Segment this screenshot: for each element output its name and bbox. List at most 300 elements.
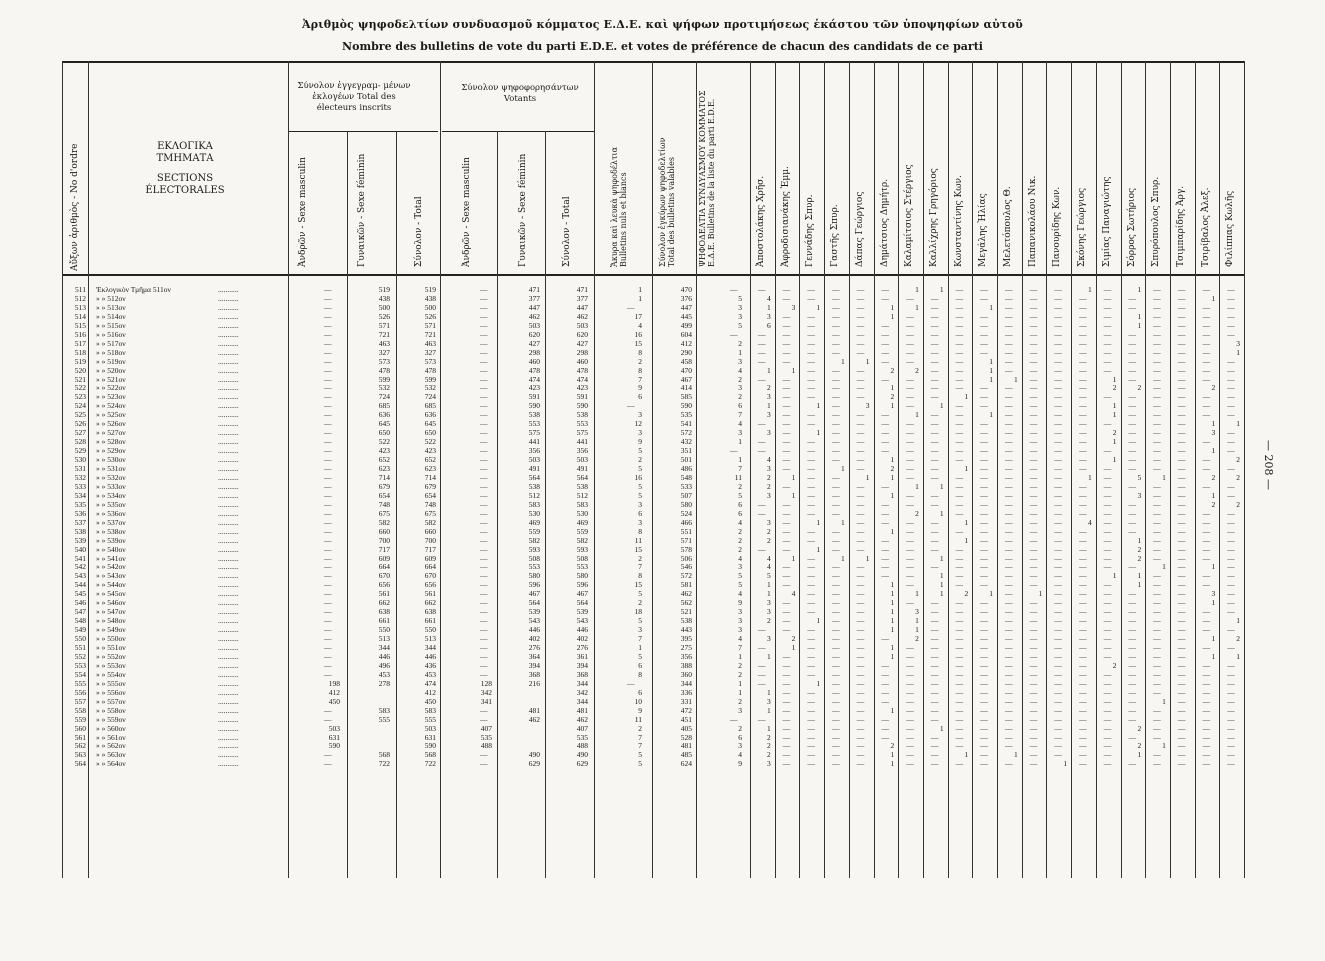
cell-vot-female: 539 (528, 607, 540, 617)
cell-candidate-dash: — (1227, 320, 1235, 330)
cell-candidate: 2 (1137, 544, 1142, 554)
cell-candidate-dash: — (881, 437, 889, 447)
cell-candidate-dash: — (1177, 526, 1186, 536)
cell-candidate-dash: — (930, 705, 939, 715)
cell-candidate-dash: — (930, 311, 939, 321)
cell-vot-male-dash: — (480, 356, 488, 366)
cell-candidate-dash: — (1177, 714, 1186, 724)
cell-candidate-dash: — (1054, 607, 1062, 617)
row-section: » » 549ον (96, 625, 126, 635)
cell-candidate-dash: — (1054, 338, 1062, 348)
row-leader: ........... (218, 660, 239, 670)
cell-candidate: 1 (766, 589, 771, 599)
cell-candidate-dash: — (1054, 517, 1062, 527)
cell-candidate-dash: — (955, 419, 964, 429)
cell-candidate-dash: — (1005, 651, 1013, 661)
cell-candidate: 2 (915, 634, 919, 644)
row-leader: ........... (218, 553, 239, 563)
cell-candidate-dash: — (881, 481, 889, 491)
cell-candidate-dash: — (980, 759, 988, 769)
cell-vot-male-dash: — (480, 374, 488, 384)
vertical-rule (874, 61, 875, 878)
cell-candidate-dash: — (980, 285, 988, 294)
cell-candidate-dash: — (1005, 598, 1013, 608)
cell-candidate: 1 (841, 517, 845, 527)
cell-candidate-dash: — (1054, 705, 1062, 715)
cell-candidate: 2 (766, 732, 771, 742)
cell-candidate-dash: — (1202, 517, 1211, 527)
cell-candidate: 1 (939, 508, 944, 518)
cell-candidate-dash: — (1103, 499, 1112, 509)
cell-candidate-dash: — (1079, 732, 1087, 742)
cell-vot-female: 512 (528, 490, 540, 500)
cell-vot-male: 128 (480, 678, 492, 688)
cell-candidate-dash: — (1005, 508, 1013, 518)
cell-ins-male-dash: — (324, 517, 332, 527)
cell-ins-total: 675 (424, 508, 436, 518)
cell-ins-female: 555 (378, 714, 390, 724)
cell-candidate-dash: — (1029, 419, 1038, 429)
cell-candidate: 2 (1211, 499, 1216, 509)
cell-vot-female: 364 (528, 651, 540, 661)
cell-candidate-dash: — (930, 517, 939, 527)
cell-vot-total: 402 (576, 634, 588, 644)
row-number: 543 (74, 571, 86, 581)
cell-null-blank: 3 (638, 625, 642, 635)
col-header-candidate: Μεγάλης Ἠλίας (978, 193, 989, 267)
cell-vot-total: 564 (576, 598, 588, 608)
cell-candidate-dash: — (758, 660, 766, 670)
cell-candidate-dash: — (980, 481, 988, 491)
cell-ins-male-dash: — (324, 750, 332, 760)
cell-candidate-dash: — (807, 714, 815, 724)
group-header-votants: Σύνολον ψηφοφορησάντων Votants (461, 83, 579, 104)
cell-candidate-dash: — (856, 419, 865, 429)
cell-candidate: 1 (915, 625, 919, 635)
cell-candidate-dash: — (1029, 526, 1038, 536)
cell-vot-male-dash: — (480, 481, 488, 491)
cell-candidate-dash: — (980, 472, 988, 482)
row-leader: ........... (218, 311, 239, 321)
cell-candidate-dash: — (1128, 634, 1136, 644)
cell-candidate-dash: — (832, 508, 840, 518)
cell-candidate-dash: — (1103, 329, 1112, 339)
cell-candidate-dash: — (906, 338, 914, 348)
cell-candidate-dash: — (1103, 544, 1112, 554)
cell-candidate-dash: — (1227, 517, 1235, 527)
cell-null-blank: 16 (634, 472, 642, 482)
cell-candidate-dash: — (1177, 562, 1186, 572)
cell-candidate-dash: — (1202, 526, 1211, 536)
cell-candidate-dash: — (955, 311, 964, 321)
cell-party: 3 (738, 356, 742, 366)
cell-candidate-dash: — (1079, 302, 1087, 312)
cell-candidate-dash: — (1153, 293, 1161, 303)
cell-candidate-dash: — (807, 562, 815, 572)
cell-candidate-dash: — (1177, 589, 1186, 599)
cell-candidate-dash: — (881, 508, 889, 518)
cell-candidate-dash: — (980, 607, 988, 617)
cell-vot-female: 559 (528, 526, 540, 536)
rule-top (62, 61, 1245, 63)
vertical-rule (497, 131, 498, 878)
cell-candidate-dash: — (807, 705, 815, 715)
row-leader: ........... (218, 481, 239, 491)
cell-null-blank: 7 (638, 634, 642, 644)
cell-candidate: 2 (890, 741, 895, 751)
cell-candidate-dash: — (906, 687, 914, 697)
cell-ins-male-dash: — (324, 508, 332, 518)
row-section: » » 554ον (96, 669, 126, 679)
cell-candidate-dash: — (955, 410, 964, 420)
cell-candidate-dash: — (1079, 490, 1087, 500)
cell-candidate-dash: — (1079, 696, 1087, 706)
cell-party: 3 (738, 383, 742, 393)
cell-candidate-dash: — (1005, 437, 1013, 447)
cell-candidate-dash: — (782, 526, 791, 536)
cell-candidate: 2 (1112, 428, 1117, 438)
cell-candidate-dash: — (832, 634, 840, 644)
cell-candidate: 3 (766, 759, 771, 769)
cell-candidate-dash: — (1153, 311, 1161, 321)
cell-candidate-dash: — (1029, 499, 1038, 509)
cell-candidate-dash: — (1202, 705, 1211, 715)
cell-valid: 351 (680, 446, 692, 456)
cell-candidate-dash: — (955, 553, 964, 563)
cell-valid: 414 (680, 383, 692, 393)
cell-party: 2 (738, 544, 742, 554)
cell-candidate-dash: — (955, 732, 964, 742)
cell-candidate-dash: — (1029, 687, 1038, 697)
cell-candidate: 1 (1063, 759, 1068, 769)
cell-candidate-dash: — (1177, 580, 1186, 590)
cell-vot-female: 460 (528, 356, 540, 366)
cell-candidate: 1 (1088, 472, 1092, 482)
cell-ins-male-dash: — (324, 446, 332, 456)
cell-candidate-dash: — (807, 365, 815, 375)
cell-ins-female: 438 (378, 293, 390, 303)
cell-candidate: 4 (791, 589, 796, 599)
cell-candidate-dash: — (832, 571, 840, 581)
cell-candidate: 1 (890, 383, 895, 393)
cell-candidate-dash: — (1128, 678, 1136, 688)
cell-candidate-dash: — (955, 669, 964, 679)
cell-candidate-dash: — (1153, 651, 1161, 661)
cell-candidate-dash: — (980, 741, 988, 751)
cell-candidate-dash: — (1029, 705, 1038, 715)
cell-candidate-dash: — (930, 428, 939, 438)
row-leader: ........... (218, 338, 239, 348)
col-header-candidate: Σιμίας Παναγιώτης (1101, 176, 1112, 267)
cell-valid: 499 (680, 320, 692, 330)
cell-candidate: 4 (766, 293, 771, 303)
row-section: » » 548ον (96, 616, 126, 626)
cell-null-blank: 5 (638, 750, 642, 760)
cell-candidate-dash: — (832, 383, 840, 393)
cell-vot-female: 490 (528, 750, 540, 760)
cell-candidate-dash: — (1153, 687, 1161, 697)
cell-candidate-dash: — (980, 580, 988, 590)
cell-party: 7 (738, 464, 742, 473)
cell-candidate-dash: — (856, 535, 865, 545)
row-leader: ........... (218, 607, 239, 617)
cell-vot-male: 488 (480, 741, 492, 751)
cell-candidate-dash: — (955, 696, 964, 706)
row-section: » » 524ον (96, 401, 126, 411)
cell-candidate-dash: — (807, 437, 815, 447)
row-leader: ........... (218, 562, 239, 572)
cell-valid: 451 (680, 714, 692, 724)
cell-candidate-dash: — (1202, 285, 1211, 294)
cell-candidate-dash: — (930, 607, 939, 617)
cell-candidate-dash: — (1103, 320, 1112, 330)
cell-candidate-dash: — (1054, 365, 1062, 375)
cell-candidate-dash: — (782, 410, 791, 420)
cell-valid: 388 (680, 660, 692, 670)
row-section: » » 518ον (96, 347, 126, 357)
col-header-candidate: Πανουρίδης Κων. (1052, 186, 1063, 267)
cell-ins-female: 675 (378, 508, 390, 518)
cell-candidate-dash: — (1202, 580, 1211, 590)
cell-candidate-dash: — (980, 651, 988, 661)
cell-candidate-dash: — (1177, 517, 1186, 527)
col-header-valid: Σύνολον ἐγκύρων ψηφοδελτίων Total des bulletins valables (658, 137, 676, 267)
row-number: 539 (74, 535, 86, 545)
col-header-sections: ΕΚΛΟΓΙΚΑ ΤΜΗΜΑΤΑ SECTIONS ÉLECTORALES (145, 141, 225, 196)
cell-candidate-dash: — (782, 651, 791, 661)
row-leader: ........... (218, 517, 239, 527)
cell-vot-total: 344 (576, 678, 588, 688)
cell-ins-total: 599 (424, 374, 436, 384)
cell-candidate-dash: — (1227, 714, 1235, 724)
cell-candidate-dash: — (807, 419, 815, 429)
cell-ins-total: 522 (424, 437, 436, 447)
cell-candidate: 1 (1112, 571, 1117, 581)
cell-candidate-dash: — (1128, 508, 1136, 518)
col-header-candidate: Μελετόπουλος Θ. (1003, 186, 1013, 267)
page-number: — 208 — (1262, 440, 1275, 490)
title-greek: Ἀριθμὸς ψηφοδελτίων συνδυασμοῦ κόμματος Ε.Δ.Ε. καὶ ψήφων προτιμήσεως ἑκάστου τῶν ὑποψηφίων αὐτοῦ (302, 18, 1023, 31)
cell-candidate-dash: — (881, 410, 889, 420)
cell-valid: 344 (680, 678, 692, 688)
cell-vot-female: 538 (528, 410, 540, 420)
cell-candidate-dash: — (856, 302, 865, 312)
vertical-rule (1046, 61, 1047, 878)
cell-candidate-dash: — (1079, 419, 1087, 429)
cell-vot-total: 460 (576, 356, 588, 366)
cell-candidate-dash: — (930, 472, 939, 482)
cell-candidate-dash: — (955, 293, 964, 303)
cell-ins-total: 662 (424, 598, 436, 608)
cell-candidate: 1 (890, 705, 895, 715)
row-number: 556 (74, 687, 86, 697)
cell-ins-male-dash: — (324, 598, 332, 608)
cell-candidate-dash: — (930, 455, 939, 465)
cell-candidate: 2 (1137, 383, 1142, 393)
cell-candidate-dash: — (1029, 392, 1038, 402)
cell-candidate-dash: — (1103, 365, 1112, 375)
cell-ins-male-dash: — (324, 365, 332, 375)
cell-candidate-dash: — (1227, 374, 1235, 384)
row-number: 547 (74, 607, 86, 617)
cell-ins-total: 503 (424, 723, 436, 733)
cell-party: 11 (734, 472, 742, 482)
cell-candidate-dash: — (1153, 759, 1161, 769)
cell-ins-total: 654 (424, 490, 436, 500)
cell-ins-female: 478 (378, 365, 390, 375)
cell-candidate-dash: — (832, 392, 840, 402)
row-section: » » 563ον (96, 750, 126, 760)
cell-vot-female: 503 (528, 455, 540, 465)
cell-candidate-dash: — (832, 419, 840, 429)
cell-ins-male-dash: — (324, 580, 332, 590)
cell-ins-female: 654 (378, 490, 390, 500)
col-header-null-blank: Ἄκυρα καὶ λευκὰ ψηφοδέλτια Bulletins nuls et blancs (610, 147, 628, 267)
cell-candidate: 1 (791, 643, 796, 652)
cell-candidate: 3 (766, 607, 771, 617)
cell-vot-male-dash: — (480, 499, 488, 509)
row-section: » » 525ον (96, 410, 126, 420)
cell-vot-male-dash: — (480, 293, 488, 303)
cell-vot-total: 508 (576, 553, 588, 563)
cell-candidate-dash: — (1202, 741, 1211, 751)
cell-candidate-dash: — (1054, 499, 1062, 509)
cell-candidate-dash: — (1103, 553, 1112, 563)
cell-candidate-dash: — (1054, 696, 1062, 706)
cell-party: 9 (738, 598, 742, 608)
cell-ins-female: 722 (378, 759, 390, 769)
cell-candidate: 1 (939, 571, 944, 581)
cell-vot-total: 356 (576, 446, 588, 456)
cell-vot-male-dash: — (480, 705, 488, 715)
cell-vot-female: 593 (528, 544, 540, 554)
cell-candidate-dash: — (1005, 696, 1013, 706)
cell-candidate-dash: — (832, 732, 840, 742)
cell-ins-female: 685 (378, 401, 390, 411)
row-number: 520 (74, 365, 86, 375)
cell-candidate-dash: — (1079, 526, 1087, 536)
cell-candidate: 2 (1236, 634, 1240, 644)
cell-candidate-dash: — (856, 696, 865, 706)
cell-candidate-dash: — (1177, 428, 1186, 438)
col-header-candidate: Σκόνης Γεώργιος (1077, 187, 1088, 267)
cell-candidate-dash: — (930, 544, 939, 554)
cell-vot-male-dash: — (480, 446, 488, 456)
cell-candidate-dash: — (807, 374, 815, 384)
row-number: 553 (74, 660, 86, 670)
row-leader: ........... (218, 401, 239, 411)
cell-candidate-dash: — (1202, 302, 1211, 312)
cell-vot-total: 342 (576, 687, 588, 697)
cell-null-blank: 9 (638, 383, 642, 393)
cell-candidate-dash: — (856, 589, 865, 599)
row-number: 540 (74, 544, 86, 554)
cell-candidate-dash: — (1029, 464, 1038, 473)
cell-candidate-dash: — (1103, 293, 1112, 303)
cell-candidate-dash: — (1079, 571, 1087, 581)
cell-candidate-dash: — (980, 714, 988, 724)
row-leader: ........... (218, 651, 239, 661)
col-header-vot-female: Γυναικῶν - Sexe féminin (518, 153, 528, 267)
cell-candidate-dash: — (807, 329, 815, 339)
cell-candidate-dash: — (856, 580, 865, 590)
cell-ins-male-dash: — (324, 553, 332, 563)
row-leader: ........... (218, 499, 239, 509)
cell-candidate-dash: — (832, 365, 840, 375)
row-number: 546 (74, 598, 86, 608)
cell-valid: 472 (680, 705, 692, 715)
cell-candidate-dash: — (832, 696, 840, 706)
cell-vot-female: 538 (528, 481, 540, 491)
cell-candidate-dash: — (1103, 705, 1112, 715)
cell-candidate-dash: — (1128, 705, 1136, 715)
cell-candidate-dash: — (1005, 446, 1013, 456)
cell-candidate-dash: — (856, 293, 865, 303)
cell-valid: 535 (680, 410, 692, 420)
cell-candidate: 3 (766, 490, 771, 500)
cell-party: 2 (738, 338, 742, 348)
vertical-rule (750, 61, 751, 878)
cell-ins-female: 571 (378, 320, 390, 330)
cell-vot-total: 559 (576, 526, 588, 536)
cell-candidate-dash: — (1029, 714, 1038, 724)
cell-candidate: 1 (890, 302, 895, 312)
vertical-rule (1170, 61, 1171, 878)
cell-candidate-dash: — (832, 651, 840, 661)
row-number: 532 (74, 472, 86, 482)
cell-candidate-dash: — (1153, 464, 1161, 473)
cell-candidate-dash: — (856, 643, 865, 652)
cell-candidate-dash: — (1128, 293, 1136, 303)
cell-vot-female: 583 (528, 499, 540, 509)
cell-candidate-dash: — (1029, 598, 1038, 608)
row-leader: ........... (218, 446, 239, 456)
cell-candidate-dash: — (1177, 481, 1186, 491)
cell-candidate: 2 (766, 741, 771, 751)
cell-vot-total: 539 (576, 607, 588, 617)
cell-candidate-dash: — (930, 651, 939, 661)
row-section: » » 529ον (96, 446, 126, 456)
cell-candidate: 1 (1112, 410, 1117, 420)
cell-candidate: 1 (766, 687, 771, 697)
cell-candidate-dash: — (1103, 634, 1112, 644)
row-leader: ........... (218, 643, 239, 652)
cell-candidate-dash: — (1054, 428, 1062, 438)
cell-party: 1 (738, 437, 742, 447)
cell-candidate-dash: — (1005, 678, 1013, 688)
cell-candidate-dash: — (758, 347, 766, 357)
row-number: 555 (74, 678, 86, 688)
cell-candidate-dash: — (1153, 401, 1161, 411)
cell-vot-female: 564 (528, 598, 540, 608)
cell-candidate: 3 (766, 517, 771, 527)
cell-candidate-dash: — (1128, 732, 1136, 742)
cell-candidate-dash: — (1005, 723, 1013, 733)
cell-party: 4 (738, 419, 742, 429)
cell-vot-female: 491 (528, 464, 540, 473)
cell-candidate-dash: — (1103, 490, 1112, 500)
cell-candidate-dash: — (955, 356, 964, 366)
cell-candidate-dash: — (1054, 437, 1062, 447)
cell-candidate-dash: — (906, 696, 914, 706)
cell-vot-female: 356 (528, 446, 540, 456)
row-leader: ........... (218, 526, 239, 536)
cell-candidate-dash: — (1029, 544, 1038, 554)
cell-vot-female: 298 (528, 347, 540, 357)
row-leader: ........... (218, 329, 239, 339)
cell-candidate-dash: — (1029, 446, 1038, 456)
cell-party: 6 (738, 499, 742, 509)
